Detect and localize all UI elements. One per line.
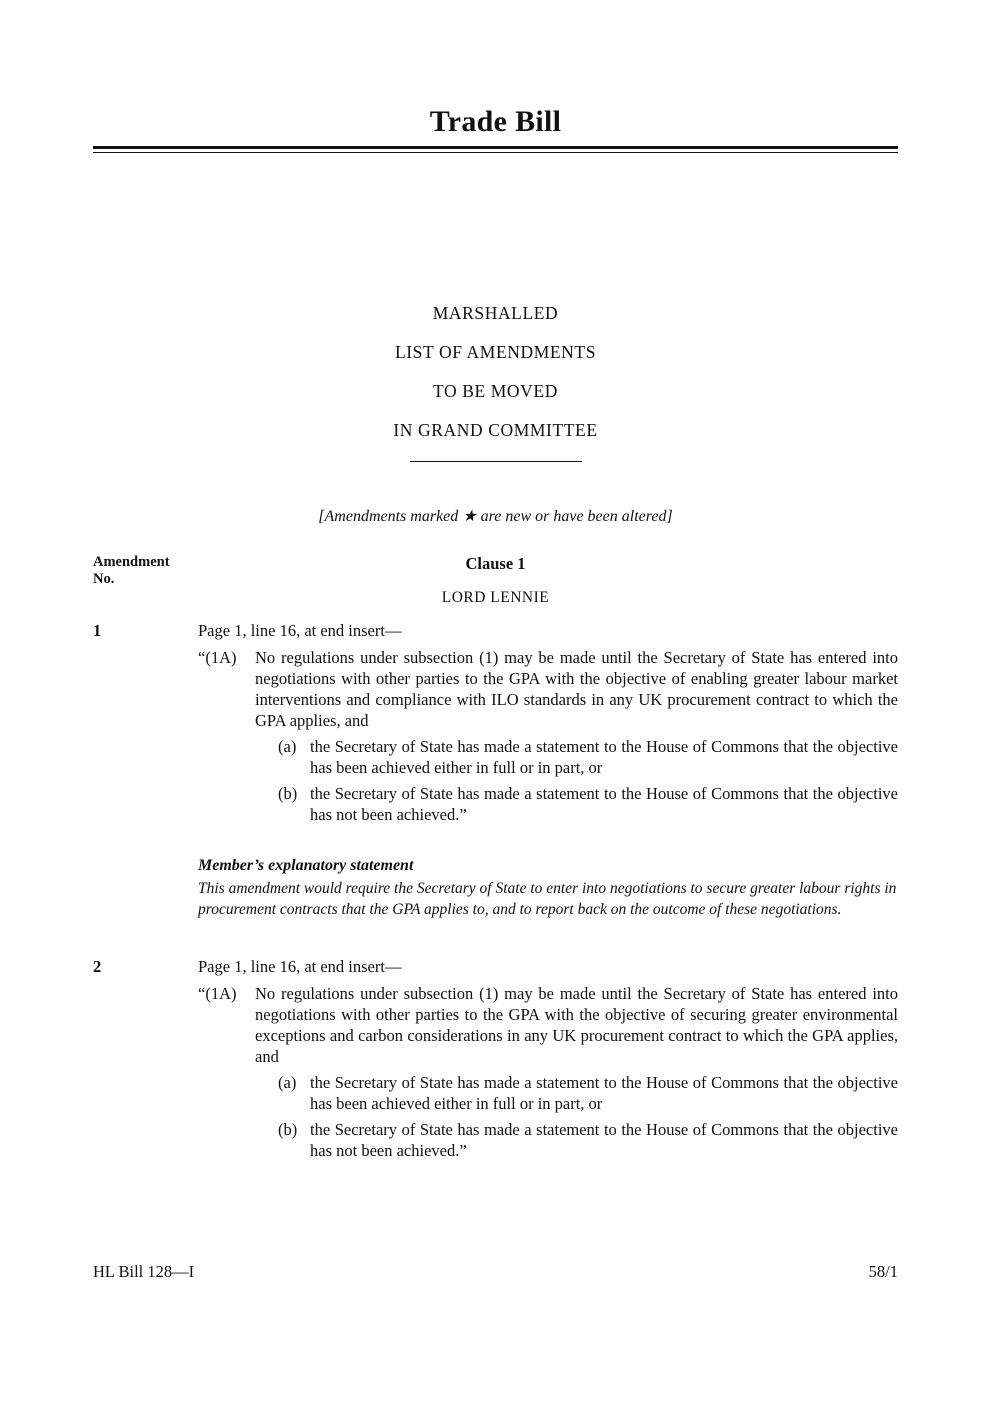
quoted-subsection — [198, 647, 898, 731]
quoted-subsection — [198, 983, 898, 1067]
clause-heading: Clause 1 — [465, 554, 526, 573]
amendment-number: 2 — [93, 957, 102, 976]
sub-item-label: (a) — [278, 737, 297, 756]
sub-item-a — [278, 736, 898, 778]
sub-item-label: (a) — [278, 1073, 297, 1092]
document-title: Trade Bill — [429, 105, 562, 138]
title-rule-thick — [93, 146, 898, 149]
sub-item-text: the Secretary of State has made a statement to the House of Commons that the objective has not been achieved.” — [310, 784, 898, 824]
sub-item-a — [278, 1072, 898, 1114]
heading-line: MARSHALLED — [432, 303, 559, 323]
amendment-number: 1 — [93, 621, 102, 640]
title-rule-thin — [93, 152, 898, 153]
sub-item-label: (b) — [278, 1120, 298, 1139]
amendment-no-column-label — [93, 554, 170, 588]
amendment-instruction: Page 1, line 16, at end insert— — [198, 621, 402, 640]
footer-bill-reference: HL Bill 128—I — [93, 1262, 195, 1281]
sub-item-text: the Secretary of State has made a statement to the House of Commons that the objective has been achieved either in full or in part, or — [310, 1073, 898, 1113]
heading-line: TO BE MOVED — [433, 381, 558, 401]
amendment-no-label-line1: Amendment — [93, 554, 170, 570]
footer-page-reference: 58/1 — [868, 1262, 898, 1281]
heading-line: LIST OF AMENDMENTS — [394, 342, 597, 362]
sub-item-text: the Secretary of State has made a statement to the House of Commons that the objective has not been achieved.” — [310, 1120, 898, 1160]
amendment-no-label-line2: No. — [93, 571, 115, 587]
section-divider — [410, 461, 582, 462]
amendment-author: LORD LENNIE — [441, 589, 550, 606]
heading-block — [93, 303, 898, 441]
explanatory-statement-heading: Member’s explanatory statement — [198, 857, 414, 874]
sub-item-label: (b) — [278, 784, 298, 803]
explanatory-statement-text: This amendment would require the Secretary of State to enter into negotiations to secure greater labour rights in procurement contracts that the GPA applies to, and to report back on the outcome of these negotiations. — [198, 880, 897, 918]
heading-line: IN GRAND COMMITTEE — [393, 420, 598, 440]
amendment-instruction: Page 1, line 16, at end insert— — [198, 957, 402, 976]
sub-item-b — [278, 783, 898, 825]
subsection-label: “(1A) — [198, 648, 237, 667]
clause-header-row — [93, 554, 898, 587]
amendment-body — [198, 956, 898, 1161]
sub-item-b — [278, 1119, 898, 1161]
marked-amendments-note: [Amendments marked ★ are new or have been altered] — [318, 508, 673, 525]
page-footer — [93, 1262, 898, 1282]
amendment-body — [198, 620, 898, 920]
sub-item-text: the Secretary of State has made a statement to the House of Commons that the objective has been achieved either in full or in part, or — [310, 737, 898, 777]
subsection-text: No regulations under subsection (1) may be made until the Secretary of State has entered into negotiations with other parties to the GPA with the objective of enabling greater labour market interventions and compliance with ILO standards in any UK procurement contract to which the GPA applies, and — [255, 648, 898, 730]
subsection-label: “(1A) — [198, 984, 237, 1003]
amendment-2 — [93, 956, 898, 1161]
amendment-1 — [93, 620, 898, 920]
explanatory-statement — [198, 855, 898, 920]
subsection-text: No regulations under subsection (1) may be made until the Secretary of State has entered into negotiations with other parties to the GPA with the objective of securing greater environmental exceptions and carbon considerations in any UK procurement contract to which the GPA applies, and — [255, 984, 898, 1066]
